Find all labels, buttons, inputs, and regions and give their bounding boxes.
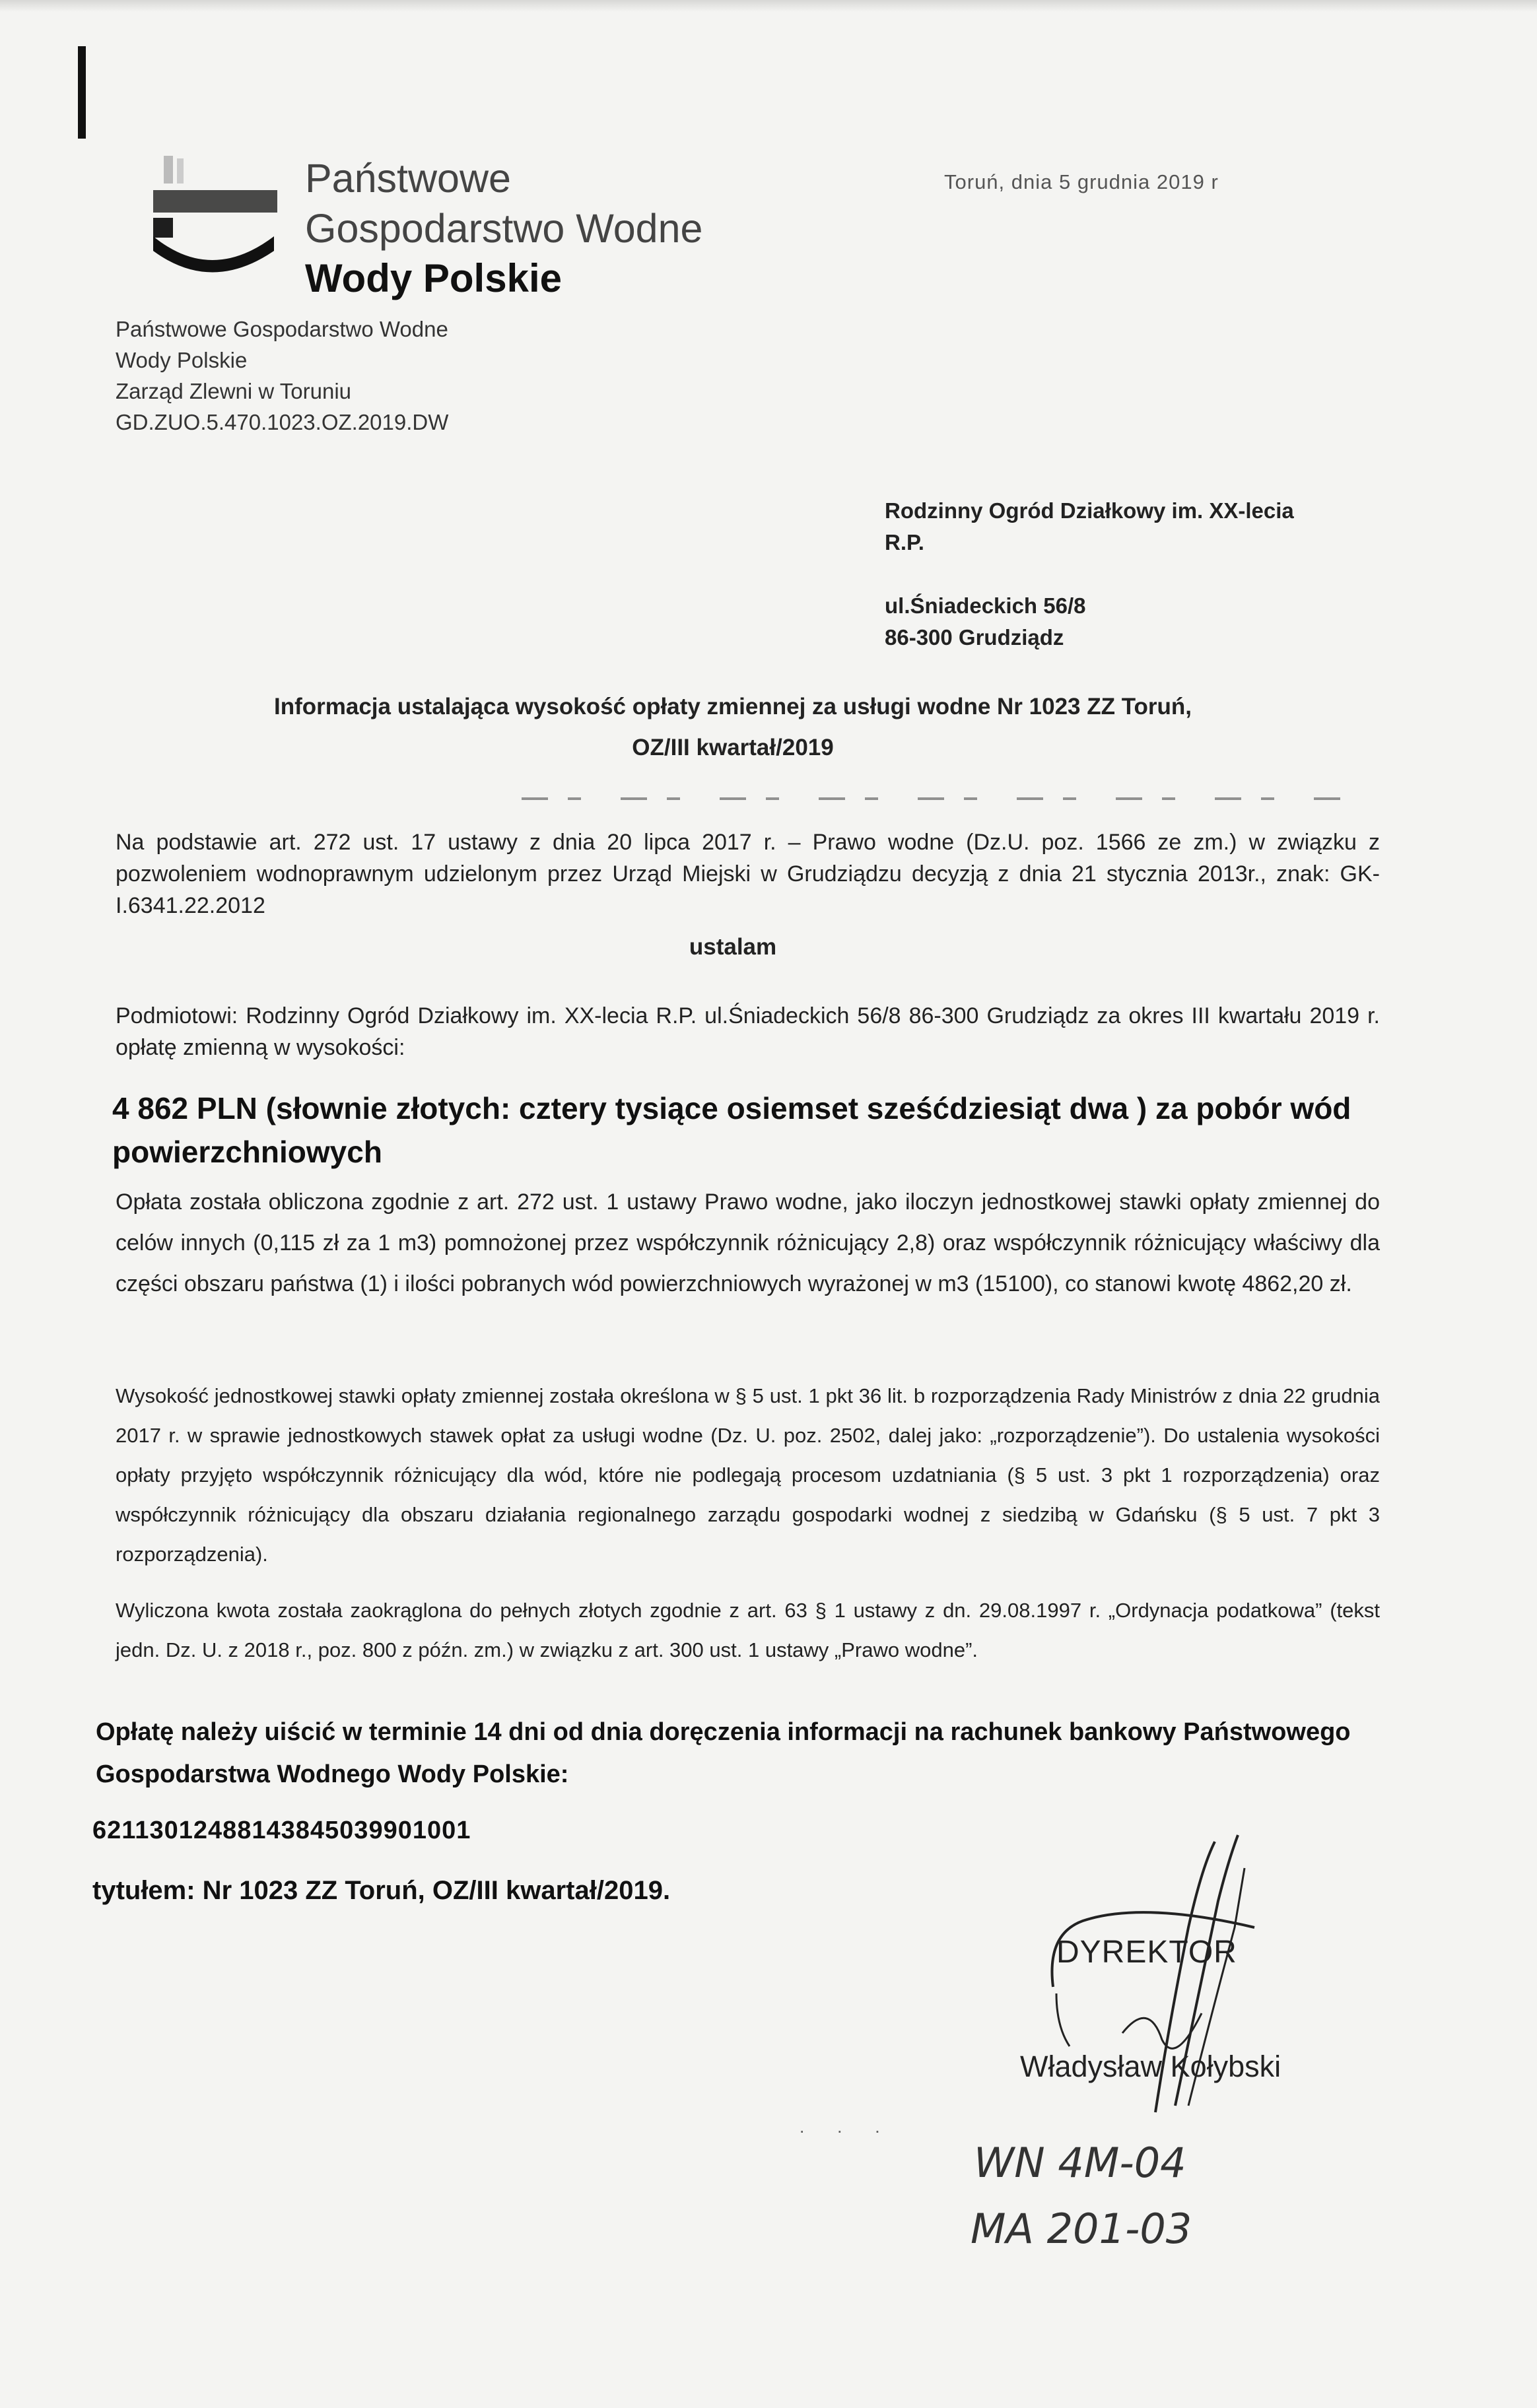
document-heading bbox=[99, 686, 1367, 768]
wody-polskie-logo-icon bbox=[139, 152, 277, 284]
signatory-title: DYREKTOR bbox=[1056, 1935, 1237, 1970]
rate-paragraph: Wysokość jednostkowej stawki opłaty zmiennej została określona w § 5 ust. 1 pkt 36 lit. b rozporządzenia Rady Ministrów z dnia 22 grudnia 2017 r. w sprawie jednostkowych stawek opłat za usługi wodne (Dz. U. poz. 2502, dalej jako: „rozporządzenie”). Do ustalenia wysokości opłaty przyjęto współczynnik różnicujący dla wód, które nie podlegają procesom uzdatniania (§ 5 ust. 3 pkt 1 rozporządzenia) oraz współczynnik różnicujący dla obszaru działania regionalnego zarządu gospodarki wodnej z siedzibą w Gdańsku (§ 5 ust. 7 pkt 3 rozporządzenia). bbox=[116, 1384, 1380, 1566]
case-reference: GD.ZUO.5.470.1023.OZ.2019.DW bbox=[116, 410, 449, 434]
heading-line2: OZ/III kwartał/2019 bbox=[632, 735, 834, 760]
payment-instruction: Opłatę należy uiścić w terminie 14 dni od dnia doręczenia informacji na rachunek bankowy Państwowego Gospodarstwa Wodnego Wody Polskie: bbox=[96, 1718, 1351, 1788]
rounding-paragraph: Wyliczona kwota została zaokrąglona do pełnych złotych zgodnie z art. 63 § 1 ustawy z dn. 29.08.1997 r. „Ordynacja podatkowa” (tekst jedn. Dz. U. z 2018 r., poz. 800 z późn. zm.) w związku z art. 300 ust. 1 ustawy „Prawo wodne”. bbox=[116, 1599, 1380, 1661]
sender-block bbox=[116, 314, 448, 438]
subject-paragraph: Podmiotowi: Rodzinny Ogród Działkowy im. XX-lecia R.P. ul.Śniadeckich 56/8 86-300 Grudziądz za okres III kwartału 2019 r. opłatę zmienną w wysokości: bbox=[116, 1003, 1380, 1060]
calculation-paragraph: Opłata została obliczona zgodnie z art. 272 ust. 1 ustawy Prawo wodne, jako iloczyn jednostkowej stawki opłaty zmiennej do celów innych (0,115 zł za 1 m3) pomnożonej przez współczynnik różnicujący 2,8) oraz współczynnik różnicujący właściwy dla części obszaru państwa (1) i ilości pobranych wód powierzchniowych wyrażonej w m3 (15100), co stanowi kwotę 4862,20 zł. bbox=[116, 1189, 1380, 1296]
handwritten-note: WN 4M-04 bbox=[974, 2139, 1186, 2187]
org-name-line2: Gospodarstwo Wodne bbox=[305, 206, 703, 251]
scan-specks: · · · bbox=[799, 2120, 894, 2141]
fee-amount: 4 862 PLN (słownie złotych: cztery tysiące osiemset sześćdziesiąt dwa ) za pobór wód powierzchniowych bbox=[112, 1091, 1351, 1169]
heading-line1: Informacja ustalająca wysokość opłaty zmiennej za usługi wodne Nr 1023 ZZ Toruń, bbox=[273, 694, 1192, 719]
sender-line: Państwowe Gospodarstwo Wodne bbox=[116, 317, 448, 341]
handwritten-note: MA 201-03 bbox=[971, 2205, 1192, 2253]
org-name-line1: Państwowe bbox=[305, 156, 511, 201]
bank-account-number: 62113012488143845039901001 bbox=[92, 1817, 471, 1844]
recipient-line: R.P. bbox=[885, 530, 924, 554]
sender-line: Zarząd Zlewni w Toruniu bbox=[116, 379, 352, 403]
recipient-address bbox=[885, 495, 1294, 653]
decision-word: ustalam bbox=[689, 934, 777, 960]
org-name-line3: Wody Polskie bbox=[305, 256, 563, 300]
dashed-divider bbox=[522, 797, 1347, 800]
signatory-name: Władysław Kołybski bbox=[1020, 2050, 1281, 2083]
recipient-line: Rodzinny Ogród Działkowy im. XX-lecia bbox=[885, 498, 1294, 523]
legal-basis-paragraph: Na podstawie art. 272 ust. 17 ustawy z dnia 20 lipca 2017 r. – Prawo wodne (Dz.U. poz. 1566 ze zm.) w związku z pozwoleniem wodnoprawnym udzielonym przez Urząd Miejski w Grudziądzu decyzją z dnia 21 stycznia 2013r., znak: GK-I.6341.22.2012 bbox=[116, 830, 1380, 918]
recipient-city: 86-300 Grudziądz bbox=[885, 625, 1064, 650]
scan-edge-mark bbox=[78, 46, 86, 139]
place-and-date: Toruń, dnia 5 grudnia 2019 r bbox=[944, 170, 1219, 193]
organization-name bbox=[305, 153, 702, 304]
sender-line: Wody Polskie bbox=[116, 348, 248, 372]
payment-title: tytułem: Nr 1023 ZZ Toruń, OZ/III kwartał/2019. bbox=[92, 1876, 671, 1905]
recipient-street: ul.Śniadeckich 56/8 bbox=[885, 593, 1086, 618]
scan-top-edge bbox=[0, 0, 1537, 12]
